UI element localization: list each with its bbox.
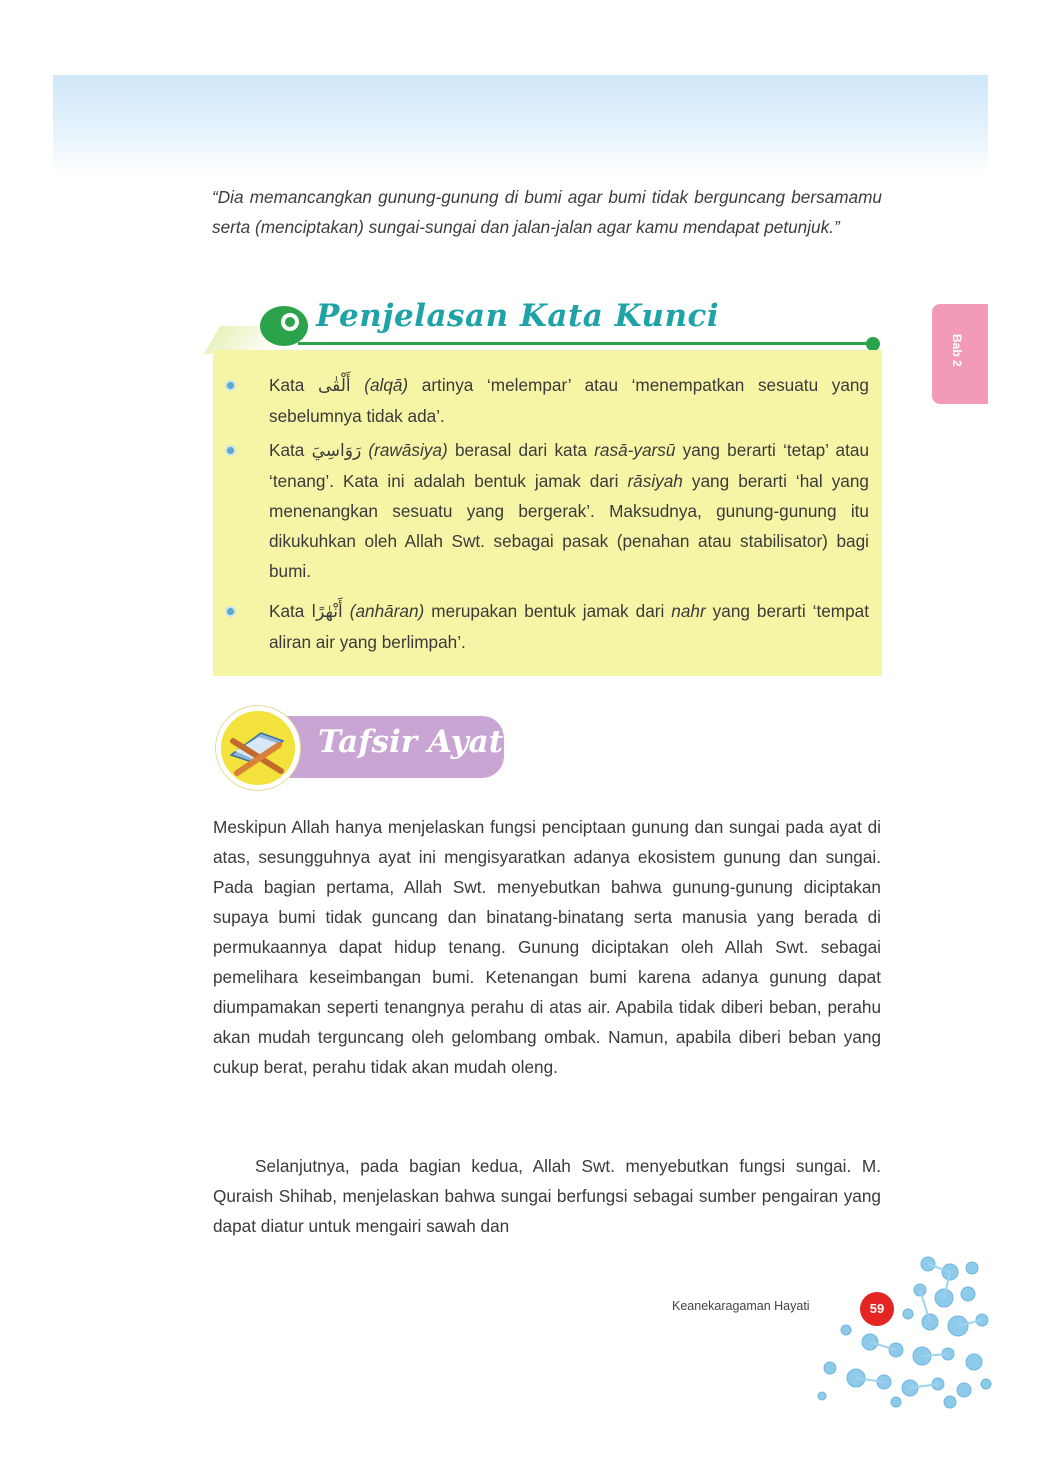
tafsir-title: Tafsir Ayat — [318, 724, 504, 760]
definition: artinya ‘melempar’ atau ‘menempatkan sesuatu yang sebelumnya tidak ada’. — [269, 375, 869, 426]
bullet-icon — [225, 380, 236, 391]
kata-kunci-header — [240, 296, 890, 356]
chapter-tab — [932, 304, 988, 404]
definition-part: berasal dari kata — [454, 440, 587, 460]
kata-kunci-rule-end — [866, 337, 880, 351]
root-term: rasā-yarsū — [594, 440, 676, 460]
kata-label: Kata — [269, 440, 305, 460]
transliteration: (rawāsiya) — [368, 440, 448, 460]
transliteration: (anhāran) — [349, 601, 425, 621]
footer-chapter-title: Keanekaragaman Hayati — [672, 1299, 810, 1313]
key-icon — [254, 300, 310, 348]
kata-kunci-rule — [298, 342, 872, 345]
definition-part: yang berarti ‘tempat aliran air yang berlimpah’. — [269, 601, 869, 652]
kata-label: Kata — [269, 375, 305, 395]
tafsir-header-badge — [216, 706, 300, 790]
quran-stand-icon — [221, 711, 295, 785]
bullet-icon — [225, 445, 236, 456]
root-term: nahr — [671, 601, 706, 621]
kata-kunci-item-text — [269, 596, 869, 657]
tafsir-paragraph-2: Selanjutnya, pada bagian kedua, Allah Swt. menyebutkan fungsi sungai. M. Quraish Shihab, menjelaskan bahwa sungai berfungsi sebagai sumber pengairan yang dapat diatur untuk mengairi sawah dan — [213, 1156, 881, 1236]
verse-translation-quote: “Dia memancangkan gunung-gunung di bumi agar bumi tidak berguncang bersamamu serta (menciptakan) sungai-sungai dan jalan-jalan agar kamu mendapat petunjuk.” — [212, 187, 882, 237]
kata-kunci-item-text — [269, 370, 869, 431]
arabic-word: أَلْقٰى — [317, 376, 351, 396]
arabic-word: رَوَاسِيَ — [311, 441, 362, 461]
kata-kunci-item-text — [269, 435, 869, 586]
kata-kunci-title: Penjelasan Kata Kunci — [316, 298, 720, 334]
definition-part: merupakan bentuk jamak dari — [431, 601, 665, 621]
tafsir-paragraph-1: Meskipun Allah hanya menjelaskan fungsi penciptaan gunung dan sungai pada ayat di atas, sesungguhnya ayat ini mengisyaratkan adanya ekosistem gunung dan sungai. Pada bagian pertama, Allah Swt. menyebutkan bahwa gunung-gunung diciptakan supaya bumi tidak guncang dan binatang-binatang serta manusia yang berada di permukaannya dapat hidup tenang. Gunung diciptakan oleh Allah Swt. sebagai pemelihara keseimbangan bumi. Ketenangan bumi karena adanya gunung dapat diumpamakan seperti tenangnya perahu di atas air. Apabila tidak diberi beban, perahu akan mudah terguncang oleh gelombang ombak. Namun, apabila diberi beban yang cukup berat, perahu tidak akan mudah oleng. — [213, 817, 881, 1077]
chapter-tab-label: Bab 2 — [950, 334, 964, 367]
bullet-icon — [225, 606, 236, 617]
header-band — [53, 75, 988, 175]
singular-term: rāsiyah — [627, 471, 683, 491]
definition-part: yang berarti ‘tetap’ atau ‘tenang’. Kata ini adalah bentuk jamak dari — [269, 440, 870, 491]
transliteration: (alqā) — [364, 375, 409, 395]
kata-label: Kata — [269, 601, 305, 621]
kata-kunci-box — [213, 350, 882, 676]
arabic-word: أَنْهٰرًا — [311, 602, 343, 622]
definition-part: yang berarti ‘hal yang menenangkan sesuatu yang bergerak’. Maksudnya, gunung-gunung itu dikukuhkan oleh Allah Swt. sebagai pasak (penahan atau stabilisator) bagi bumi. — [269, 471, 869, 581]
page-number-badge: 59 — [860, 1292, 894, 1326]
molecule-decoration — [800, 1250, 1000, 1410]
